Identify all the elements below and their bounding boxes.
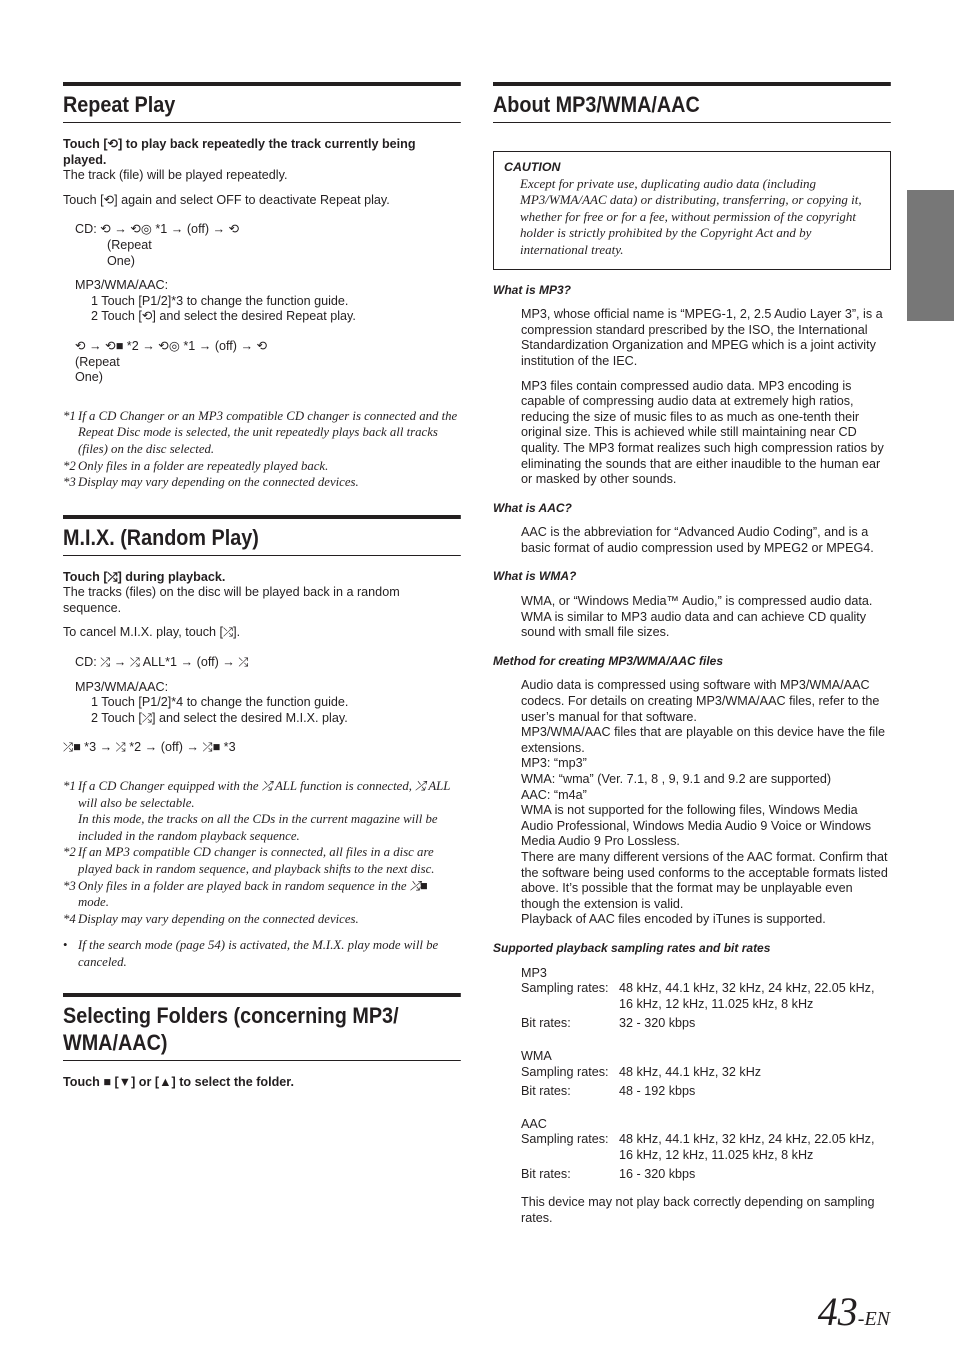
page-number-value: 43 [817, 1289, 858, 1334]
repeat-footnote-3: *3 Display may vary depending on the connected devices. [63, 475, 359, 490]
wma-p1: WMA, or “Windows Media™ Audio,” is compressed audio data. WMA is similar to MP3 audio data and can achieve CD quality sound with small file sizes. [521, 594, 873, 640]
mp3-p1: MP3, whose official name is “MPEG-1, 2, 2.5 Audio Layer 3”, is a compression standard prescribed by the ISO, the International Standardization Organization and MPEG which is a joint activity institution of the IEC. [521, 307, 883, 368]
repeat-mp3-sequence: ⟲ → ⟲■ *2 → ⟲◎ *1 → (off) → ⟲ [75, 338, 268, 353]
mix-p2: To cancel M.I.X. play, touch [⤮]. [63, 625, 241, 640]
method-line-4: WMA: “wma” (Ver. 7.1, 8 , 9, 9.1 and 9.2 are supported) [521, 772, 832, 786]
repeat-lead: Touch [⟲] to play back repeatedly the track currently being played. [63, 137, 416, 167]
caution-title: CAUTION [504, 160, 561, 174]
wma-heading: What is WMA? [493, 569, 577, 584]
page-number [818, 1288, 890, 1336]
repeat-play-heading: Repeat Play [63, 82, 461, 123]
repeat-mp3-note1: (Repeat [75, 354, 120, 369]
mix-footnote-1b: In this mode, the tracks on all the CDs in the current magazine will be included in the random playback sequence. [78, 812, 438, 843]
repeat-step1: 1 Touch [P1/2]*3 to change the function guide. [91, 293, 349, 308]
rates-final-note: This device may not play back correctly depending on sampling rates. [521, 1195, 875, 1225]
mix-heading: M.I.X. (Random Play) [63, 515, 461, 556]
mix-mp3-label: MP3/WMA/AAC: [75, 679, 169, 694]
rates-aac-sr: 48 kHz, 44.1 kHz, 32 kHz, 24 kHz, 22.05 kHz, 16 kHz, 12 kHz, 11.025 kHz, 8 kHz [619, 1132, 875, 1162]
method-p2b: Playback of AAC files encoded by iTunes is supported. [521, 912, 826, 927]
rates-mp3-sr-label: Sampling rates: [521, 981, 609, 996]
mix-p1: The tracks (files) on the disc will be played back in a random sequence. [63, 585, 400, 615]
rates-mp3-table [521, 981, 891, 1032]
rates-mp3-sr: 48 kHz, 44.1 kHz, 32 kHz, 24 kHz, 22.05 kHz, 16 kHz, 12 kHz, 11.025 kHz, 8 kHz [619, 981, 875, 1011]
rates-wma-br-label: Bit rates: [521, 1084, 571, 1099]
method-line-6: WMA is not supported for the following files, Windows Media Audio Professional, Windows Media Audio 9 Voice or Windows Media Audio 9 Pro Lossless. [521, 803, 872, 849]
aac-body [493, 525, 891, 556]
mix-bullet-note: • If the search mode (page 54) is activated, the M.I.X. play mode will be canceled. [63, 938, 439, 969]
mix-cd-sequence: CD: ⤮ → ⤮ ALL*1 → (off) → ⤮ [75, 655, 249, 670]
method-line-2: MP3/WMA/AAC files that are playable on this device have the file extensions. [521, 725, 885, 755]
repeat-mp3-label: MP3/WMA/AAC: [75, 278, 169, 293]
rates-heading: Supported playback sampling rates and bit rates [493, 940, 771, 955]
mix-step2: 2 Touch [⤮] and select the desired M.I.X. play. [91, 710, 348, 725]
method-line-5: AAC: “m4a” [521, 787, 587, 802]
repeat-mp3-note2: One) [75, 370, 103, 385]
repeat-cd-sequence: CD: ⟲ → ⟲◎ *1 → (off) → ⟲ [75, 222, 240, 237]
left-column [63, 82, 461, 1090]
repeat-p1: The track (file) will be played repeatedly. [63, 168, 288, 183]
rates-mp3 [521, 966, 891, 1032]
repeat-footnote-1: *1 If a CD Changer or an MP3 compatible CD changer is connected and the Repeat Disc mode is selected, the unit repeatedly plays back all tracks (files) on the disc selected. [63, 408, 458, 456]
rates-aac-br-label: Bit rates: [521, 1167, 571, 1182]
caution-body: Except for private use, duplicating audio data (including MP3/WMA/AAC data) or distributing, transferring, or copying it, whether for free or for a fee, without permission of the copyright holder is strictly prohibited by the Copyright Act and by international treaty. [520, 175, 862, 257]
mix-footnote-1: *1 If a CD Changer equipped with the ⤮ ALL function is connected, ⤮ ALL will also be selectable. [63, 779, 451, 810]
folders-heading: Selecting Folders (concerning MP3/ WMA/AAC) [63, 993, 461, 1061]
mp3-p2: MP3 files contain compressed audio data. MP3 encoding is capable of compressing audio data at extremely high ratios, reducing the size of music files to as much as one-tenth their original size. This is achieved while still maintaining near CD quality. The MP3 format realizes such high compression ratios by eliminating the sounds that are either inaudible to the human ear or masked by other sounds. [521, 378, 884, 487]
section-tab [907, 190, 954, 321]
repeat-step2: 2 Touch [⟲] and select the desired Repeat play. [91, 309, 356, 324]
rates-wma [521, 1049, 891, 1100]
caution-box [493, 151, 891, 270]
rates-wma-label: WMA [521, 1048, 552, 1063]
repeat-p2: Touch [⟲] again and select OFF to deactivate Repeat play. [63, 192, 390, 207]
mix-mp3-sequence: ⤮■ *3 → ⤮ *2 → (off) → ⤮■ *3 [63, 740, 236, 755]
about-heading: About MP3/WMA/AAC [493, 82, 891, 123]
rates-mp3-br: 32 - 320 kbps [619, 1016, 696, 1031]
rates-wma-sr: 48 kHz, 44.1 kHz, 32 kHz [619, 1064, 762, 1079]
method-p2: There are many different versions of the AAC format. Confirm that the software being used conforms to the acceptable formats listed above. It’s possible that the format may be unplayable even though the extension is valid. [521, 849, 888, 911]
wma-body [493, 594, 891, 641]
mix-footnote-3: *3 Only files in a folder are played back in random sequence in the ⤮■ mode. [63, 878, 428, 910]
mix-lead: Touch [⤮] during playback. [63, 569, 226, 584]
rates-mp3-label: MP3 [521, 965, 547, 980]
aac-p1: AAC is the abbreviation for “Advanced Audio Coding”, and is a basic format of audio compression used by MPEG2 or MPEG4. [521, 525, 874, 555]
rates-aac-table [521, 1132, 891, 1183]
mp3-heading: What is MP3? [493, 282, 572, 297]
method-heading: Method for creating MP3/WMA/AAC files [493, 653, 724, 668]
method-line-3: MP3: “mp3” [521, 756, 587, 771]
mix-step1: 1 Touch [P1/2]*4 to change the function guide. [91, 695, 349, 710]
method-body [493, 678, 891, 928]
rates-wma-table [521, 1065, 761, 1100]
right-column [493, 82, 891, 1226]
rates-aac [521, 1117, 891, 1183]
repeat-cd-note2: One) [107, 253, 135, 268]
folders-lead: Touch ■ [▼] or [▲] to select the folder. [63, 1074, 295, 1089]
mix-footnote-2: *2 If an MP3 compatible CD changer is connected, all files in a disc are played back in random sequence, and playback shifts to the next disc. [63, 845, 435, 876]
repeat-footnote-2: *2 Only files in a folder are repeatedly played back. [63, 458, 329, 473]
page-number-suffix: -EN [857, 1308, 890, 1330]
aac-heading: What is AAC? [493, 500, 572, 515]
rates-body [493, 966, 891, 1227]
rates-mp3-br-label: Bit rates: [521, 1016, 571, 1031]
mix-footnote-4: *4 Display may vary depending on the connected devices. [63, 911, 359, 926]
rates-wma-br: 48 - 192 kbps [619, 1084, 696, 1099]
repeat-cd-note1: (Repeat [107, 237, 152, 252]
rates-aac-br: 16 - 320 kbps [619, 1167, 696, 1182]
rates-wma-sr-label: Sampling rates: [521, 1064, 609, 1079]
rates-aac-sr-label: Sampling rates: [521, 1132, 609, 1147]
mp3-body [493, 307, 891, 488]
rates-aac-label: AAC [521, 1116, 547, 1131]
method-line-1: Audio data is compressed using software with MP3/WMA/AAC codecs. For details on creating MP3/WMA/AAC files, refer to the user’s manual for that software. [521, 678, 880, 724]
